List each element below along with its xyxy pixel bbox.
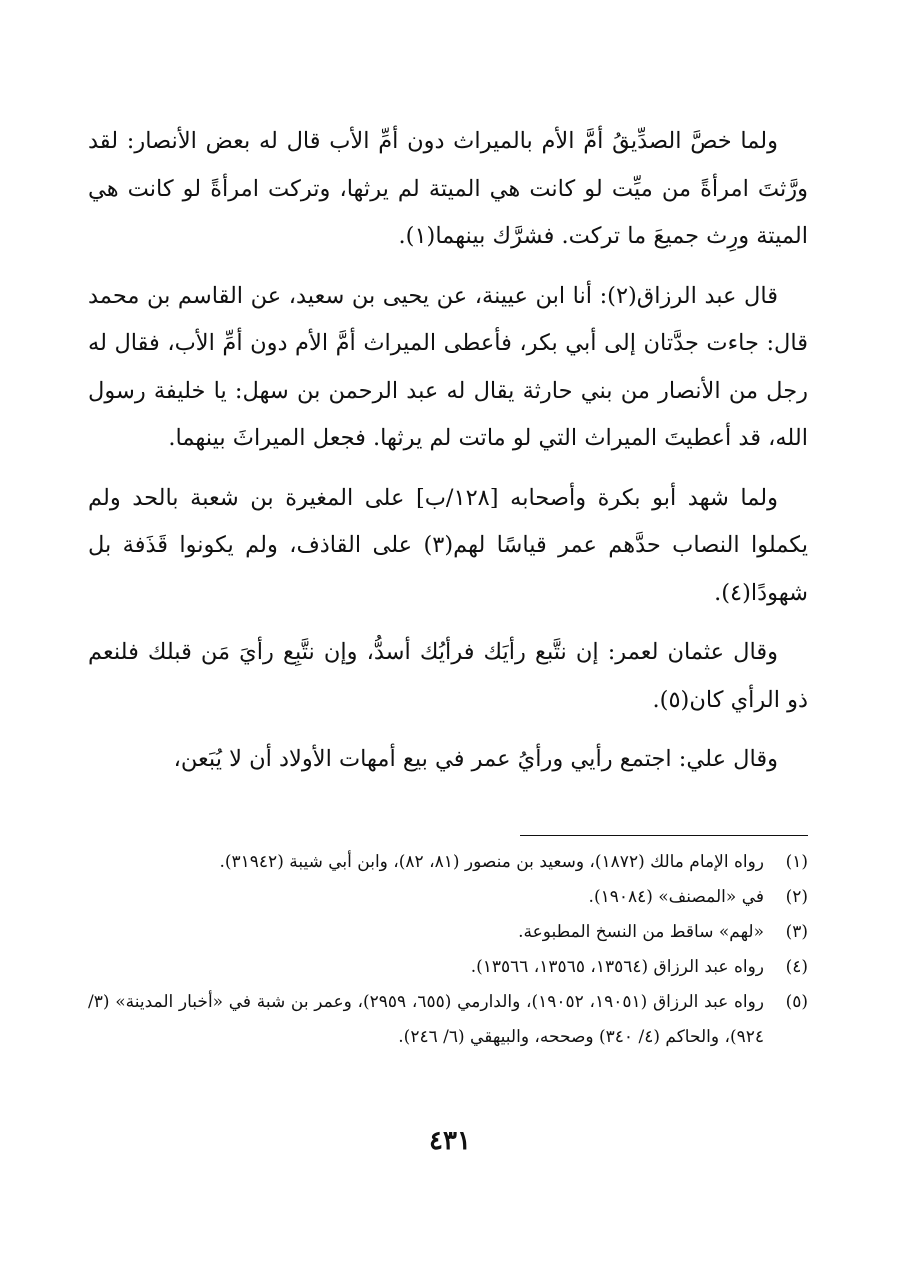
footnotes — [88, 845, 808, 1055]
main-text — [88, 118, 808, 784]
paragraph: قال عبد الرزاق(٢): أنا ابن عيينة، عن يحيى بن سعيد، عن القاسم بن محمد قال: جاءت جدَّتان إلى أبي بكر، فأعطى الميراث أمَّ الأم دون أمِّ الأب، فقال له رجل من الأنصار من بني حارثة يقال له عبد الرحمن بن سهل: يا خليفة رسول الله، قد أعطيتَ الميراث التي لو ماتت لم يرثها. فجعل الميراثَ بينهما. — [88, 282, 808, 451]
footnote — [88, 845, 808, 880]
footnote-number: (٤) — [785, 957, 808, 977]
footnote-number: (١) — [785, 852, 808, 872]
footnote-text: رواه عبد الرزاق (١٣٥٦٤، ١٣٥٦٥، ١٣٥٦٦). — [470, 957, 764, 977]
footnote — [88, 880, 808, 915]
footnote — [88, 915, 808, 950]
footnote-separator — [520, 835, 808, 836]
footnote-number: (٣) — [785, 922, 808, 942]
footnote — [88, 950, 808, 985]
footnote-text: «لهم» ساقط من النسخ المطبوعة. — [518, 922, 764, 942]
paragraph: ولما خصَّ الصدِّيقُ أمَّ الأم بالميراث دون أمِّ الأب قال له بعض الأنصار: لقد ورَّثتَ امرأةً من ميِّت لو كانت هي الميتة لم يرثها، وتركت امرأةً لو كانت هي الميتة ورِث جميعَ ما تركت. فشرَّك بينهما(١). — [88, 128, 808, 249]
footnote-text: رواه عبد الرزاق (١٩٠٥١، ١٩٠٥٢)، والدارمي (٦٥٥، ٢٩٥٩)، وعمر بن شبة في «أخبار المدينة» (٣/ ٩٢٤)، والحاكم (٤/ ٣٤٠) وصححه، والبيهقي (٦/ ٢٤٦). — [88, 992, 765, 1047]
footnote-text: رواه الإمام مالك (١٨٧٢)، وسعيد بن منصور (٨١، ٨٢)، وابن أبي شيبة (٣١٩٤٢). — [219, 852, 764, 872]
paragraph: ولما شهد أبو بكرة وأصحابه [١٢٨/ب] على المغيرة بن شعبة بالحد ولم يكملوا النصاب حدَّهم عمر قياسًا لهم(٣) على القاذف، ولم يكونوا قَذَفة بل شهودًا(٤). — [88, 484, 808, 606]
page-number: ٤٣١ — [429, 1126, 471, 1156]
footnote-number: (٥) — [785, 992, 808, 1012]
footnote — [88, 985, 808, 1055]
paragraph: وقال علي: اجتمع رأيي ورأيُ عمر في بيع أمهات الأولاد أن لا يُبَعن، — [173, 746, 778, 772]
footnote-number: (٢) — [785, 887, 808, 907]
footnote-text: في «المصنف» (١٩٠٨٤). — [588, 887, 764, 907]
paragraph: وقال عثمان لعمر: إن نتَّبع رأيَك فرأيُك أسدُّ، وإن نتَّبِع رأيَ مَن قبلك فلنعم ذو الرأي كان(٥). — [88, 639, 808, 713]
